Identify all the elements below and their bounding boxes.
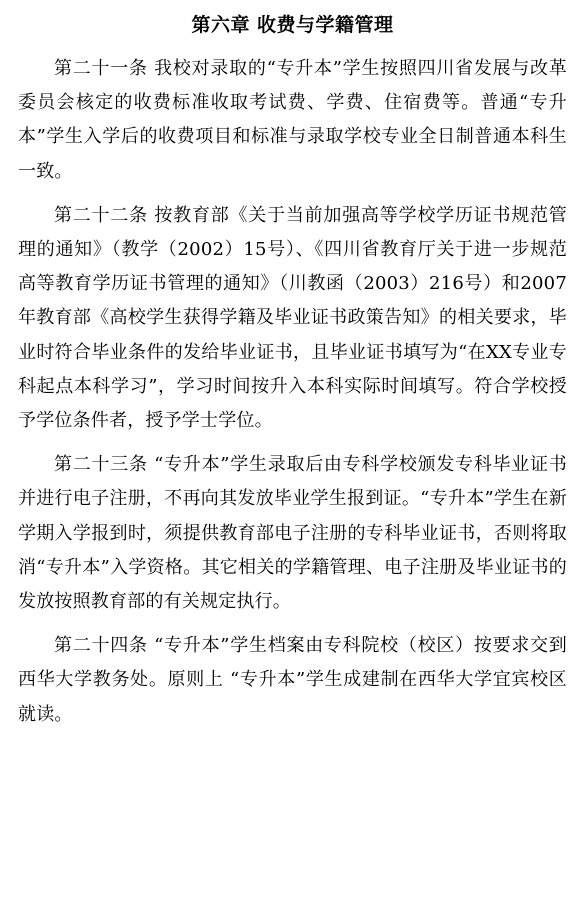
chapter-title: 第六章 收费与学籍管理 [191, 14, 394, 36]
article-22: 第二十二条 按教育部《关于当前加强高等学校学历证书规范管理的通知》（教学（2002）15号）、《四川省教育厅关于进一步规范高等教育学历证书管理的通知》（川教函（2003）216号）和2007年教育部《高校学生获得学籍及毕业证书政策告知》的相关要求，毕业时符合毕业条件的发给毕业证书，且毕业证书填写为“在XX专业专科起点本科学习”，学习时间按升入本科实际时间填写。符合学校授予学位条件者，授予学士学位。 [18, 204, 567, 432]
article-24: 第二十四条 “专升本”学生档案由专科院校（校区）按要求交到西华大学教务处。原则上 “专升本”学生成建制在西华大学宜宾校区就读。 [18, 635, 567, 725]
article-23: 第二十三条 “专升本”学生录取后由专科学校颁发专科毕业证书并进行电子注册，不再向其发放毕业学生报到证。“专升本”学生在新学期入学报到时，须提供教育部电子注册的专科毕业证书，否则将取消“专升本”入学资格。其它相关的学籍管理、电子注册及毕业证书的发放按照教育部的有关规定执行。 [18, 454, 567, 613]
article-21: 第二十一条 我校对录取的“专升本”学生按照四川省发展与改革委员会核定的收费标准收取考试费、学费、住宿费等。普通“专升本”学生入学后的收费项目和标准与录取学校专业全日制普通本科生一致。 [18, 58, 567, 182]
